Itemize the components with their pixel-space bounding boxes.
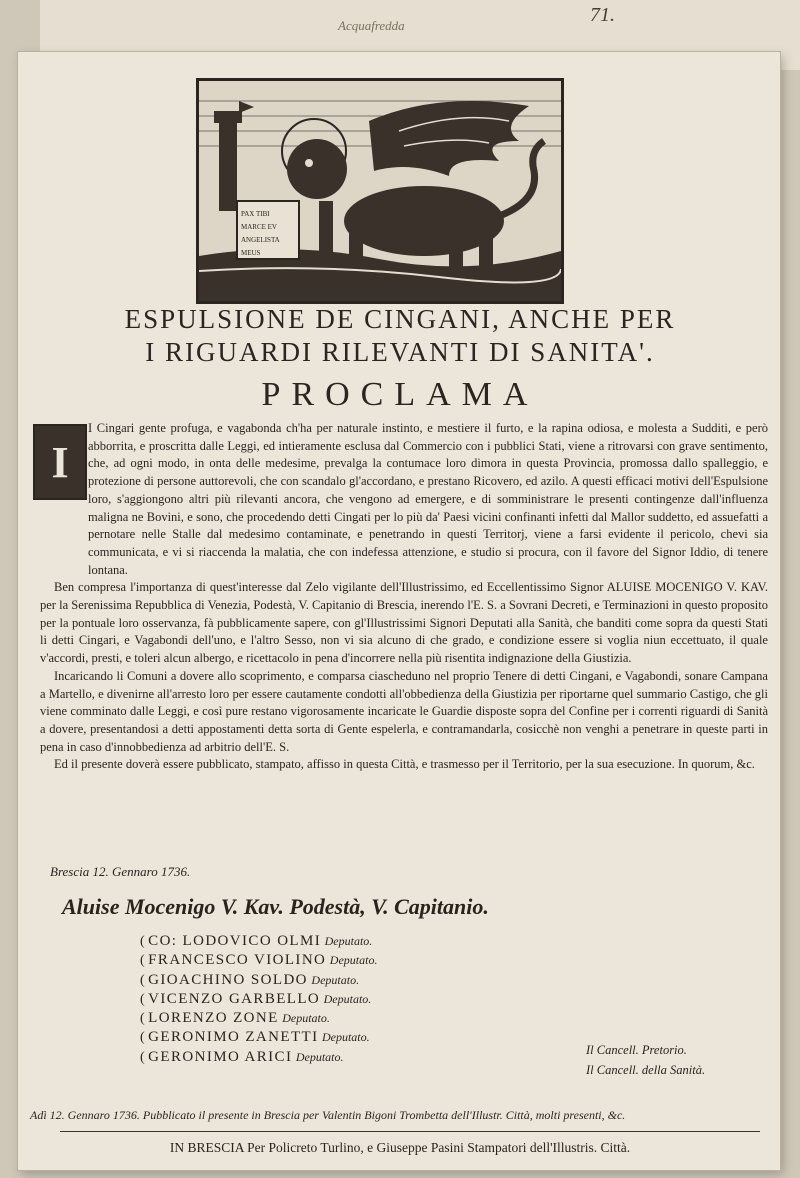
deputy-role: Deputato.	[323, 991, 372, 1006]
deputy-role: Deputato.	[329, 953, 378, 968]
deputy-name: LORENZO ZONE	[148, 1010, 279, 1027]
deputy-entry: ( GERONIMO ARICI Deputato.	[140, 1048, 344, 1065]
deputy-name: CO: LODOVICO OLMI	[148, 933, 322, 949]
svg-text:MEUS: MEUS	[241, 249, 261, 257]
date-line: Brescia 12. Gennaro 1736.	[50, 864, 191, 879]
deputy-entry: ( GIOACHINO SOLDO Deputato.	[140, 971, 360, 988]
printer-line: IN BRESCIA Per Policreto Turlino, e Giuseppe Pasini Stampatori dell'Illustris. Città.	[169, 1140, 631, 1155]
svg-text:ANGELISTA: ANGELISTA	[241, 236, 280, 244]
paragraph-2: Ben compresa l'importanza di quest'interesse dal Zelo vigilante dell'Illustrissimo, ed Eccellentissimo Signor ALUISE MOCENIGO V. KAV. per la Serenissima Repubblica di Venezia, Podestà, V. Capitanio di Brescia, inerendo l'E. S. a Sovrani Decreti, e Terminazioni in questo proposito per la pontuale loro osservanza, fà pubblicamente sapere, con gl'Illustrissimi Signori Deputati alla Sanità, che banditi come sopra da questi Stati li detti Cingari, e Vagabondi dell'uno, e l'altro Sesso, non vi sia alcuno di che grado, e condizione essere si voglia niun eccettuato, il quale v'accordi, presti, e toleri alcun albergo, e ricettacolo in pena d'incorrere nella più risentita indignazione della Giustizia.	[40, 580, 768, 666]
paragraph-1: I Cingari gente profuga, e vagabonda ch'ha per naturale instinto, e mestiere il furto, e la rapina odiosa, e molesta a Sudditi, e però abborrita, e proscritta dalle Leggi, ed intieramente esclusa dal Commercio con i pubblici Stati, viene a ritrovarsi con grave sentimento, che, ad ogni modo, in onta delle medesime, prevalga la contumace loro dimora in questa Provincia, promossa dallo spalleggio, e protezione di persone auttorevoli, che con scandalo gl'accordano, e prestano Ricovero, ed azilo. A questi efficaci motivi dell'Espulsione loro, s'aggiongono altri più rilevanti ancora, che vengono ad emergere, e di somministrare le presenti contingenze dall'influenza maligna ne Bovini, e sono, che procedendo detti Cingati per lo più da' Paesi vicini confinanti infetti dal Mallor suddetto, ed assuefatti a pernotare nelle Stalle dal medesimo contaminate, e penetrando in questi Territorj, viene a farsi evidente il pericolo, chevi sia communicata, e vi si riaccenda la malatia, che con indefessa attenzione, e studio si procura, con il favore del Signor Iddio, di tenere lontana.	[88, 421, 768, 577]
deputy-entry: ( GERONIMO ZANETTI Deputato.	[140, 1029, 370, 1046]
deputy-entry: ( CO: LODOVICO OLMI Deputato.	[140, 933, 373, 949]
winged-lion-icon	[199, 81, 561, 301]
publication-note: Adì 12. Gennaro 1736. Pubblicato il presente in Brescia per Valentin Bigoni Trombetta dell'Illustr. Città, molti presenti, &c.	[30, 1108, 626, 1122]
proclama-heading: PROCLAMA	[261, 376, 539, 413]
deputies-list	[140, 932, 377, 1067]
initial-letter: I	[51, 437, 69, 487]
folio-number: 71.	[590, 4, 615, 26]
proclamation-title-line2: I RIGUARDI RILEVANTI DI SANITA'.	[145, 337, 655, 367]
deputy-name: FRANCESCO VIOLINO	[148, 952, 327, 969]
deputy-role: Deputato.	[321, 1030, 370, 1045]
paragraph-3: Incaricando li Comuni a dovere allo scoprimento, e comparsa ciascheduno nel proprio Tenere di detti Cingani, e Vagabondi, sonare Campana a Martello, e divenirne all'arresto loro per essere cautamente condotti all'obbedienza della Giustizia per riportarne quel summario Castigo, che gli viene comminato dalle Leggi, e così pure restano vigorosamente incaricate le Guardie disposte sopra del Confine per i correnti riguardi di Sanità a dovere, presentandosi a detti appostamenti detta sorta di Gente espelerla, e contramandarla, cosicchè non venghi a penetrare in queste parti in pena in caso d'innobbedienza ad arbitrio dell'E. S.	[40, 668, 768, 754]
deputy-name: GERONIMO ARICI	[148, 1048, 293, 1065]
deputy-entry: ( VICENZO GARBELLO Deputato.	[140, 990, 372, 1007]
deputy-name: VICENZO GARBELLO	[148, 990, 321, 1007]
deputy-entry: ( FRANCESCO VIOLINO Deputato.	[140, 952, 378, 969]
chancellor-signatures	[586, 1040, 705, 1080]
deputy-role: Deputato.	[311, 972, 360, 987]
chancellor-sanita: Il Cancell. della Sanità.	[586, 1063, 706, 1077]
signatory: Aluise Mocenigo V. Kav. Podestà, V. Capitanio.	[62, 894, 489, 919]
deputy-name: GERONIMO ZANETTI	[148, 1029, 319, 1046]
deputy-role: Deputato.	[324, 934, 373, 948]
lion-of-saint-mark-woodcut	[196, 78, 564, 304]
margin-note: Acquafredda	[338, 18, 405, 33]
chancellor-pretorio: Il Cancell. Pretorio.	[586, 1043, 687, 1057]
proclamation-title-line1: ESPULSIONE DE CINGANI, ANCHE PER	[124, 304, 676, 334]
deputy-role: Deputato.	[282, 1011, 330, 1026]
woodcut-book-text: PAX TIBI	[241, 210, 270, 218]
svg-text:MARCE EV: MARCE EV	[241, 223, 277, 231]
deputy-name: GIOACHINO SOLDO	[148, 971, 308, 988]
proclamation-body	[40, 420, 768, 774]
paragraph-4: Ed il presente doverà essere pubblicato, stampato, affisso in questa Città, e trasmesso per il Territorio, per la sua esecuzione. In quorum, &c.	[54, 757, 755, 772]
deputy-role: Deputato.	[295, 1049, 344, 1064]
deputy-entry: ( LORENZO ZONE Deputato.	[140, 1010, 330, 1027]
divider-rule	[60, 1131, 760, 1132]
